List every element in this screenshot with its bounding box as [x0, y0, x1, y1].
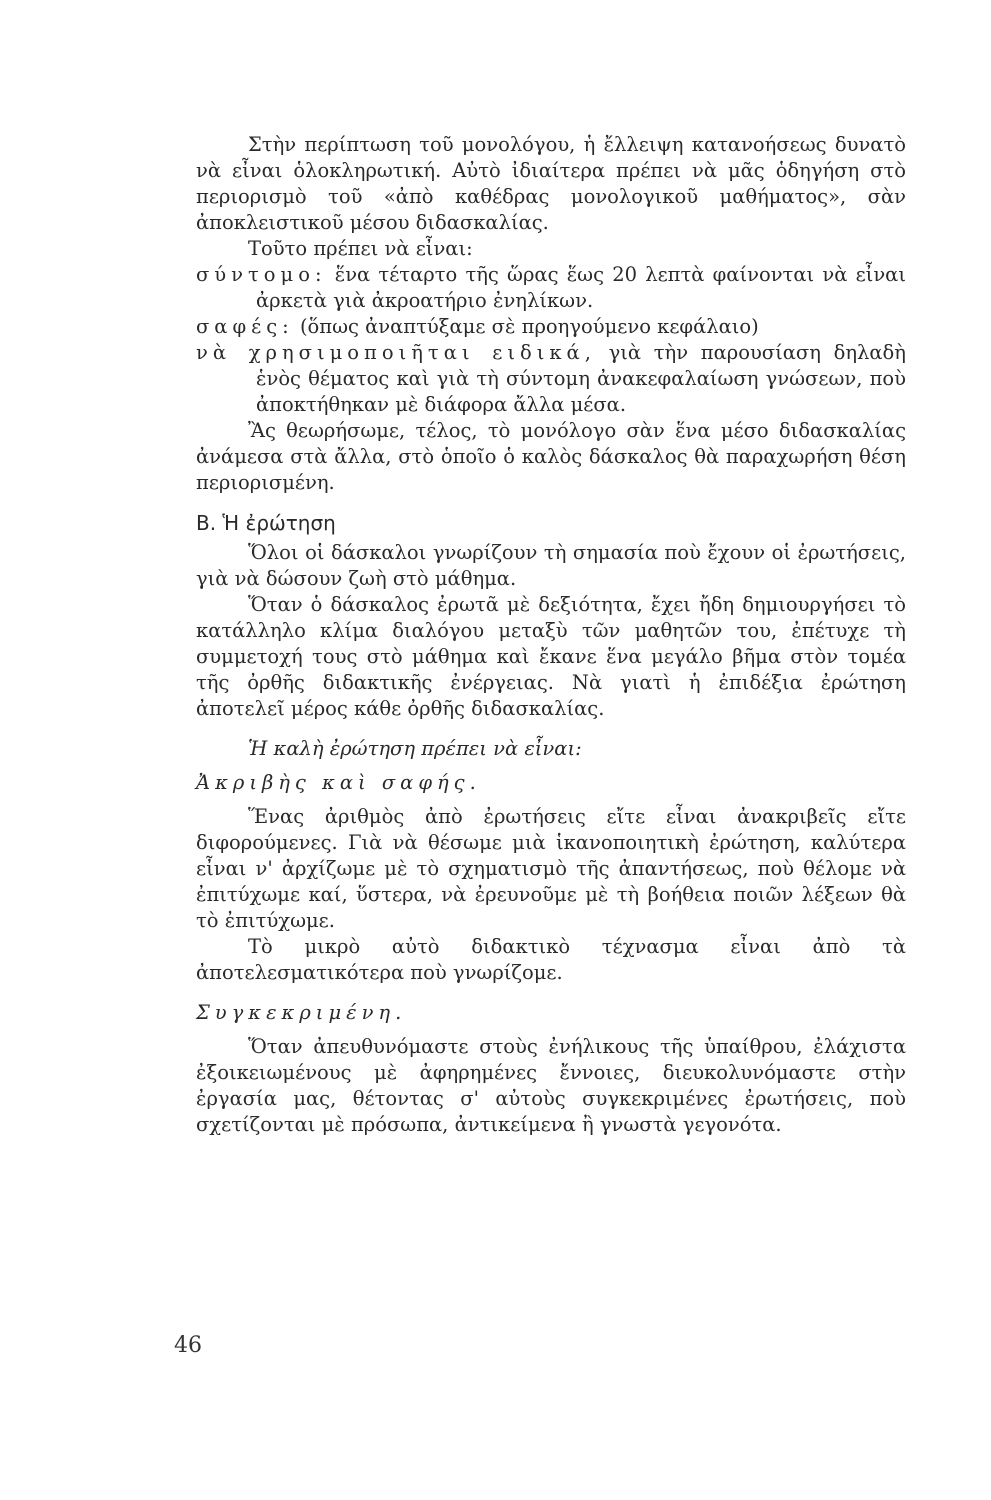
accurate-paragraph-1: Ἕνας ἀριθμὸς ἀπὸ ἐρωτήσεις εἴτε εἶναι ἀνακριβεῖς εἴτε διφορούμενες. Γιὰ νὰ θέσωμε μιὰ ἱκανοποιητικὴ ἐρώτηση, καλύτερα εἶναι ν' ἀρχίζωμε μὲ τὸ σχηματισμὸ τῆς ἀπαντήσεως, ποὺ θέλομε νὰ ἐπιτύχωμε καί, ὕστερα, νὰ ἐρευνοῦμε μὲ τὴ βοήθεια ποιῶν λέξεων θὰ τὸ ἐπιτύχωμε.	[196, 805, 906, 932]
intro-paragraph: Στὴν περίπτωση τοῦ μονολόγου, ἡ ἔλλειψη κατανοήσεως δυνατὸ νὰ εἶναι ὁλοκληρωτική. Αὐτὸ ἰδιαίτερα πρέπει νὰ μᾶς ὁδηγήση στὸ περιορισμὸ τοῦ «ἀπὸ καθέδρας μονολογικοῦ μαθήματος», σὰν ἀποκλειστικοῦ μέσου διδασκαλίας.	[196, 133, 906, 234]
list-term: σύντομο:	[196, 263, 327, 286]
accurate-paragraph-2: Τὸ μικρὸ αὐτὸ διδακτικὸ τέχνασμα εἶναι ἀπὸ τὰ ἀποτελεσματικότερα ποὺ γνωρίζομε.	[196, 935, 906, 984]
list-text: (ὅπως ἀναπτύξαμε σὲ προηγούμενο κεφάλαιο)	[299, 315, 759, 338]
good-question-line: Ἡ καλὴ ἐρώτηση πρέπει νὰ εἶναι:	[248, 737, 582, 760]
subheading-concrete: Συγκεκριμένη.	[196, 1001, 407, 1024]
section-heading: Β. Ἡ ἐρώτηση	[196, 511, 336, 535]
subheading-accurate: Ἀκριβὴς καὶ σαφής.	[196, 771, 481, 794]
must-be-line: Τοῦτο πρέπει νὰ εἶναι:	[248, 237, 473, 260]
list-item-use	[196, 340, 906, 418]
concrete-paragraph: Ὅταν ἀπευθυνόμαστε στοὺς ἐνήλικους τῆς ὑπαίθρου, ἐλάχιστα ἐξοικειωμένους μὲ ἀφηρημένες ἔννοιες, διευκολυνόμαστε στὴν ἐργασία μας, θέτοντας σ' αὐτοὺς συγκεκριμένες ἐρωτήσεις, ποὺ σχετίζονται μὲ πρόσωπα, ἀντικείμενα ἢ γνωστὰ γεγονότα.	[196, 1035, 906, 1136]
list-text: γιὰ τὴν παρουσίαση δηλαδὴ ἑνὸς θέματος καὶ γιὰ τὴ σύντομη ἀνακεφαλαίωση γνώσεων, ποὺ ἀποκτήθηκαν μὲ διάφορα ἄλλα μέσα.	[256, 341, 906, 416]
page-number: 46	[174, 1333, 202, 1358]
question-paragraph-2: Ὅταν ὁ δάσκαλος ἐρωτᾶ μὲ δεξιότητα, ἔχει ἤδη δημιουργήσει τὸ κατάλληλο κλίμα διαλόγου μεταξὺ τῶν μαθητῶν του, ἐπέτυχε τὴ συμμετοχή τους στὸ μάθημα καὶ ἔκανε ἕνα μεγάλο βῆμα στὸν τομέα τῆς ὀρθῆς διδακτικῆς ἐνέργειας. Νὰ γιατὶ ἡ ἐπιδέξια ἐρώτηση ἀποτελεῖ μέρος κάθε ὀρθῆς διδασκαλίας.	[196, 593, 906, 720]
list-text: ἕνα τέταρτο τῆς ὥρας ἕως 20 λεπτὰ φαίνονται νὰ εἶναι ἀρκετὰ γιὰ ἀκροατήριο ἐνηλίκων.	[256, 263, 906, 312]
list-term: νὰ χρησιμοποιῆται ειδικά,	[196, 341, 596, 364]
list-item-clear	[196, 314, 906, 340]
closing-paragraph: Ἂς θεωρήσωμε, τέλος, τὸ μονόλογο σὰν ἕνα μέσο διδασκαλίας ἀνάμεσα στὰ ἄλλα, στὸ ὁποῖο ὁ καλὸς δάσκαλος θὰ παραχωρήση θέση περιορισμένη.	[196, 419, 906, 494]
page-text	[196, 132, 906, 1138]
question-paragraph-1: Ὅλοι οἱ δάσκαλοι γνωρίζουν τὴ σημασία ποὺ ἔχουν οἱ ἐρωτήσεις, γιὰ νὰ δώσουν ζωὴ στὸ μάθημα.	[196, 541, 906, 590]
list-term: σαφές:	[196, 315, 294, 338]
list-item-short	[196, 262, 906, 314]
